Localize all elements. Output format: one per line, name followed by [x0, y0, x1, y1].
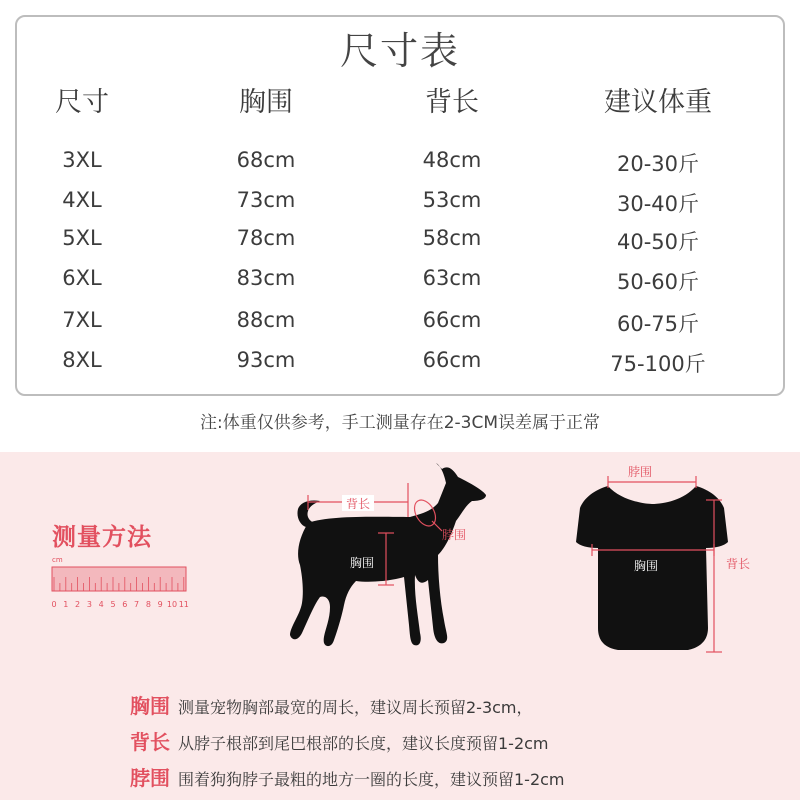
method-title: 测量方法 — [52, 523, 152, 551]
dog-silhouette-icon — [290, 463, 486, 646]
dog-neck-label: 脖围 — [442, 528, 467, 542]
desc-back-text: 从脖子根部到尾巴根部的长度，建议长度预留1-2cm — [178, 734, 549, 753]
cell-chest: 78cm — [236, 226, 296, 250]
ruler-number: 9 — [157, 600, 163, 609]
ruler-number: 4 — [98, 600, 104, 609]
ruler-number: 11 — [178, 600, 189, 609]
shirt-chest-label: 胸围 — [633, 559, 659, 573]
ruler-number: 0 — [51, 600, 57, 609]
ruler-numbers — [51, 600, 188, 609]
header-back-length: 背长 — [425, 87, 479, 118]
ruler-icon — [50, 555, 190, 615]
cell-back-length: 66cm — [422, 348, 482, 372]
cell-back-length: 48cm — [422, 148, 482, 172]
desc-chest-key: 胸围 — [130, 694, 170, 718]
cell-chest: 83cm — [236, 266, 296, 290]
cell-chest: 88cm — [236, 308, 296, 332]
table-title: 尺寸表 — [339, 29, 460, 73]
cell-weight: 75-100斤 — [610, 352, 706, 376]
dog-back-label: 背长 — [345, 497, 371, 511]
cell-size: 8XL — [62, 348, 102, 372]
cell-back-length: 53cm — [422, 188, 482, 212]
ruler-number: 10 — [166, 600, 178, 609]
shirt-diagram — [548, 456, 760, 660]
header-chest: 胸围 — [239, 87, 293, 118]
measurement-note: 注:体重仅供参考，手工测量存在2-3CM误差属于正常 — [199, 413, 601, 433]
header-weight: 建议体重 — [604, 87, 712, 118]
ruler-number: 6 — [122, 600, 128, 609]
cell-weight: 40-50斤 — [616, 230, 700, 254]
cell-weight: 60-75斤 — [616, 312, 700, 336]
cell-chest: 73cm — [236, 188, 296, 212]
cell-weight: 20-30斤 — [616, 152, 700, 176]
cell-weight: 30-40斤 — [616, 192, 700, 216]
cell-weight: 50-60斤 — [616, 270, 700, 294]
desc-neck-key: 脖围 — [130, 766, 170, 790]
cell-chest: 68cm — [236, 148, 296, 172]
ruler-number: 5 — [110, 600, 116, 609]
ruler-number: 7 — [134, 600, 140, 609]
ruler-number: 8 — [145, 600, 151, 609]
dog-diagram — [260, 455, 505, 655]
desc-neck — [130, 762, 565, 791]
ruler-number: 1 — [63, 600, 69, 609]
cell-chest: 93cm — [236, 348, 296, 372]
cell-size: 3XL — [62, 148, 102, 172]
cell-size: 6XL — [62, 266, 102, 290]
ruler-number: 3 — [86, 600, 92, 609]
cell-size: 4XL — [62, 188, 102, 212]
desc-chest-text: 测量宠物胸部最宽的周长，建议周长预留2-3cm， — [178, 698, 533, 717]
header-size: 尺寸 — [55, 87, 109, 118]
cell-size: 5XL — [62, 226, 102, 250]
cell-back-length: 58cm — [422, 226, 482, 250]
desc-neck-text: 围着狗狗脖子最粗的地方一圈的长度，建议预留1-2cm — [178, 770, 565, 789]
shirt-neck-label: 脖围 — [627, 465, 653, 479]
shirt-length-label: 背长 — [726, 557, 751, 571]
cell-back-length: 63cm — [422, 266, 482, 290]
dog-chest-label: 胸围 — [349, 556, 375, 570]
desc-chest — [130, 690, 533, 719]
cell-size: 7XL — [62, 308, 102, 332]
desc-back-key: 背长 — [130, 730, 170, 754]
cell-back-length: 66cm — [422, 308, 482, 332]
ruler-number: 2 — [75, 600, 81, 609]
desc-back — [130, 726, 549, 755]
ruler-unit-label: cm — [52, 556, 63, 564]
